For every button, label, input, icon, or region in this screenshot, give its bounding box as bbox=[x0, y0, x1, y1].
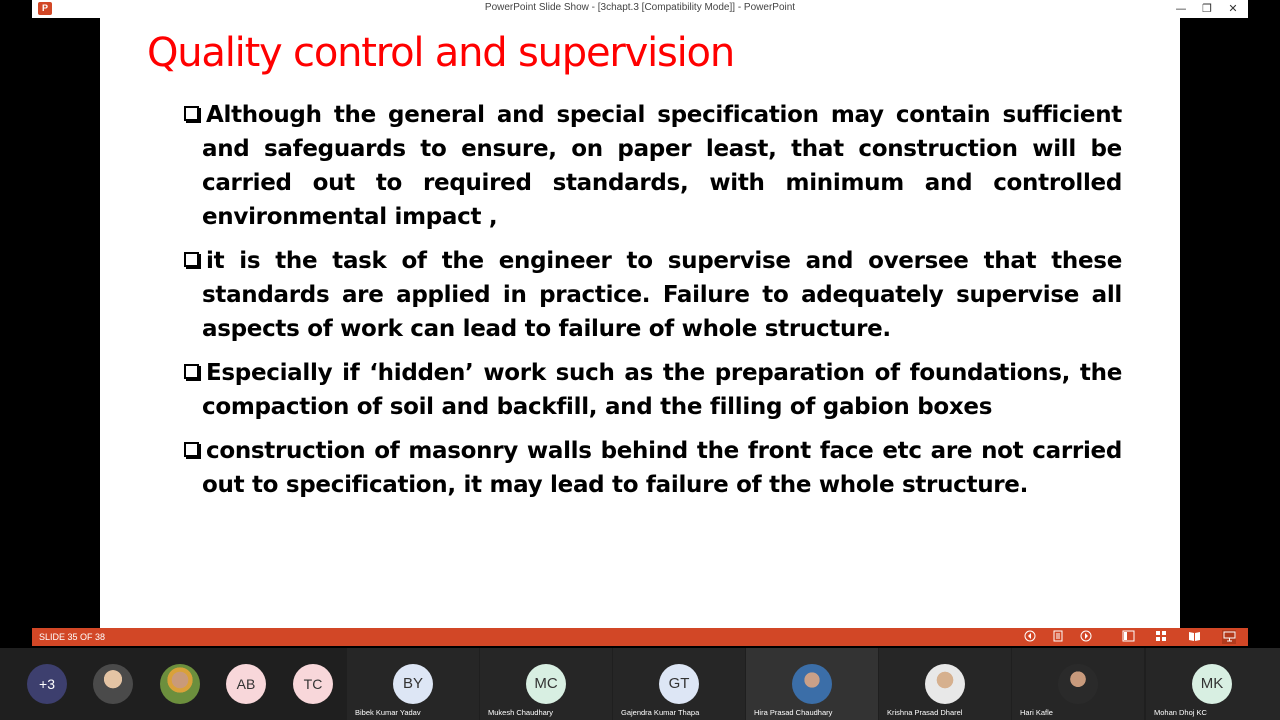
participant-tile[interactable] bbox=[1012, 648, 1144, 720]
participant-name: Hira Prasad Chaudhary bbox=[754, 708, 833, 717]
bullet-item bbox=[184, 356, 1122, 424]
participant-tile[interactable] bbox=[746, 648, 878, 720]
checkbox-bullet-icon bbox=[184, 364, 199, 379]
previous-icon[interactable] bbox=[1023, 630, 1037, 644]
bullet-text: construction of masonry walls behind the front face etc are not carried out to specification, it may lead to failure of the whole structure. bbox=[202, 438, 1122, 498]
participant-name: Hari Kafle bbox=[1020, 708, 1053, 717]
bullet-list bbox=[184, 98, 1122, 512]
notes-icon[interactable] bbox=[1051, 630, 1065, 644]
normal-view-icon[interactable] bbox=[1121, 630, 1135, 644]
bullet-text: it is the task of the engineer to supervise and oversee that these standards are applied in practice. Failure to adequately supervise all aspects of work can lead to failure of whole structure. bbox=[202, 248, 1122, 342]
participant-photo-avatar bbox=[1058, 664, 1098, 704]
slide-title: Quality control and supervision bbox=[147, 30, 734, 76]
slide-show-icon[interactable] bbox=[1222, 630, 1236, 644]
checkbox-bullet-icon bbox=[184, 106, 199, 121]
slideshow-status-bar bbox=[32, 628, 1248, 646]
participant-tile[interactable] bbox=[347, 648, 479, 720]
participants-strip bbox=[0, 648, 1280, 720]
participant-avatar: GT bbox=[659, 664, 699, 704]
participant-name: Gajendra Kumar Thapa bbox=[621, 708, 700, 717]
bullet-text: Especially if ‘hidden’ work such as the preparation of foundations, the compaction of soil and backfill, and the filling of gabion boxes bbox=[202, 360, 1122, 420]
participant-photo-avatar bbox=[792, 664, 832, 704]
participant-avatar: BY bbox=[393, 664, 433, 704]
participant-avatar: MK bbox=[1192, 664, 1232, 704]
checkbox-bullet-icon bbox=[184, 442, 199, 457]
minimize-button[interactable]: — bbox=[1175, 2, 1187, 15]
participant-name: Mohan Dhoj KC bbox=[1154, 708, 1207, 717]
participant-tile[interactable] bbox=[480, 648, 612, 720]
bullet-text: Although the general and special specification may contain sufficient and safeguards to ensure, on paper least, that construction will be carried out to required standards, with minimum and controlled environmental impact , bbox=[202, 102, 1122, 230]
participant-avatar: MC bbox=[526, 664, 566, 704]
bullet-item bbox=[184, 434, 1122, 502]
more-participants-badge[interactable]: +3 bbox=[27, 664, 67, 704]
participant-photo-avatar bbox=[925, 664, 965, 704]
participant-tile[interactable] bbox=[1146, 648, 1280, 720]
reading-view-icon[interactable] bbox=[1187, 630, 1201, 644]
close-button[interactable]: ✕ bbox=[1228, 2, 1238, 15]
participant-tile[interactable] bbox=[613, 648, 745, 720]
participant-tile[interactable] bbox=[879, 648, 1011, 720]
participant-photo-avatar[interactable] bbox=[160, 664, 200, 704]
participant-name: Krishna Prasad Dharel bbox=[887, 708, 963, 717]
participant-name: Mukesh Chaudhary bbox=[488, 708, 554, 717]
powerpoint-app-icon: P bbox=[38, 2, 52, 15]
participant-photo-avatar[interactable] bbox=[93, 664, 133, 704]
window-title: PowerPoint Slide Show - [3chapt.3 [Compatibility Mode]] - PowerPoint bbox=[484, 2, 796, 13]
bullet-item bbox=[184, 98, 1122, 234]
participant-avatar-ab[interactable]: AB bbox=[226, 664, 266, 704]
participant-name: Bibek Kumar Yadav bbox=[355, 708, 421, 717]
slide-sorter-icon[interactable] bbox=[1154, 630, 1168, 644]
slide-canvas[interactable] bbox=[100, 18, 1180, 628]
slide-counter: SLIDE 35 OF 38 bbox=[39, 632, 106, 642]
restore-button[interactable]: ❐ bbox=[1202, 2, 1212, 15]
bullet-item bbox=[184, 244, 1122, 346]
window-title-bar bbox=[32, 0, 1248, 18]
next-icon[interactable] bbox=[1079, 630, 1093, 644]
participant-avatar-tc[interactable]: TC bbox=[293, 664, 333, 704]
checkbox-bullet-icon bbox=[184, 252, 199, 267]
